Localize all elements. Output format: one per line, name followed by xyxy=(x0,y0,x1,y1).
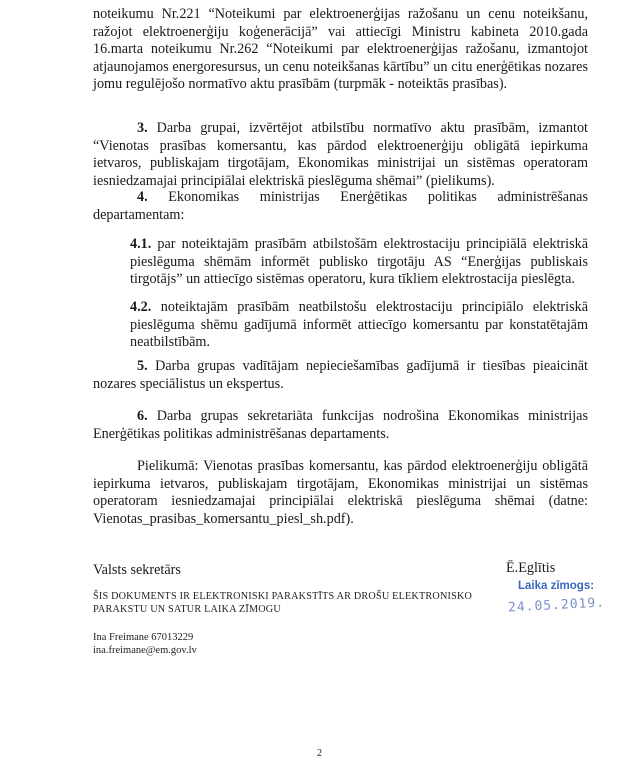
item-4-1-text: par noteiktajām prasībām atbilstošām elektrostaciju principiālā elektriskā pieslēguma shēmām informēt publisko tirgotāju AS “Enerģijas publiskais tirgotājs” un attiecīgo sistēmas operatoru, kura tīkliem elektrostacija pieslēgta. xyxy=(130,236,588,288)
item-5-text: Darba grupas vadītājam nepieciešamības gadījumā ir tiesības pieaicināt nozares speciālistus un ekspertus. xyxy=(93,358,588,392)
timestamp-label: Laika zīmogs: xyxy=(518,580,595,592)
item-4-2-text: noteiktajām prasībām neatbilstošu elektrostaciju principiālo elektriskā pieslēguma shēmu gadījumā informēt attiecīgo komersantu par konstatētajām neatbilstībām. xyxy=(130,299,588,351)
intro-paragraph: noteikumu Nr.221 “Noteikumi par elektroenerģijas ražošanu un cenu noteikšanu, ražojot elektroenerģiju koģenerācijā” vai attiecīgi Ministru kabineta 2010.gada 16.marta noteikumu Nr.262 “Noteikumi par elektroenerģijas ražošanu, izmantojot atjaunojamos energoresursus, un cenu noteikšanas kārtību” un citu enerģētikas nozares jomu regulējošo normatīvo aktu prasībām (turpmāk - noteiktās prasības). xyxy=(93,6,588,93)
item-4-number: 4. xyxy=(137,189,148,205)
item-4-2 xyxy=(130,299,588,352)
item-4-text: Ekonomikas ministrijas Enerģētikas politikas administrēšanas departamentam: xyxy=(93,189,588,223)
contact-name-phone: Ina Freimane 67013229 xyxy=(93,632,194,643)
e-signature-notice: ŠIS DOKUMENTS IR ELEKTRONISKI PARAKSTĪTS AR DROŠU ELEKTRONISKO PARAKSTU UN SATUR LAIKA ZĪMOGU xyxy=(93,591,473,615)
item-3-number: 3. xyxy=(137,120,148,136)
item-4-1-number: 4.1. xyxy=(130,236,152,252)
item-4-1 xyxy=(130,236,588,289)
item-4-2-number: 4.2. xyxy=(130,299,152,315)
item-3 xyxy=(93,120,588,190)
contact-email: ina.freimane@em.gov.lv xyxy=(93,645,197,656)
item-5-number: 5. xyxy=(137,358,148,374)
signatory-name: Ē.Eglītis xyxy=(506,560,556,576)
item-6 xyxy=(93,408,588,443)
signatory-title: Valsts sekretārs xyxy=(93,562,181,578)
item-6-text: Darba grupas sekretariāta funkcijas nodrošina Ekonomikas ministrijas Enerģētikas politikas administrēšanas departaments. xyxy=(93,408,588,442)
page-number: 2 xyxy=(317,748,322,759)
timestamp-date: 24.05.2019. xyxy=(507,595,606,616)
item-6-number: 6. xyxy=(137,408,148,424)
item-4 xyxy=(93,189,588,224)
attachment-paragraph: Pielikumā: Vienotas prasības komersantu, kas pārdod elektroenerģiju obligātā iepirkuma ietvaros, publiskajam tirgotājam, Ekonomikas ministrijai un sistēmas operatoram iesniedzamajai principiālai elektriskā pieslēguma shēmai (datne: Vienotas_prasibas_komersantu_piesl_sh.pdf). xyxy=(93,458,588,527)
item-5 xyxy=(93,358,588,393)
item-3-text: Darba grupai, izvērtējot atbilstību normatīvo aktu prasībām, izmantot “Vienotas prasības komersantu, kas pārdod elektroenerģiju obligātā iepirkuma ietvaros, publiskajam tirgotājam, Ekonomikas ministrijai un sistēmas operatoram iesniedzamajai principiālai elektriskā pieslēguma shēmai” (pielikums). xyxy=(93,120,588,189)
